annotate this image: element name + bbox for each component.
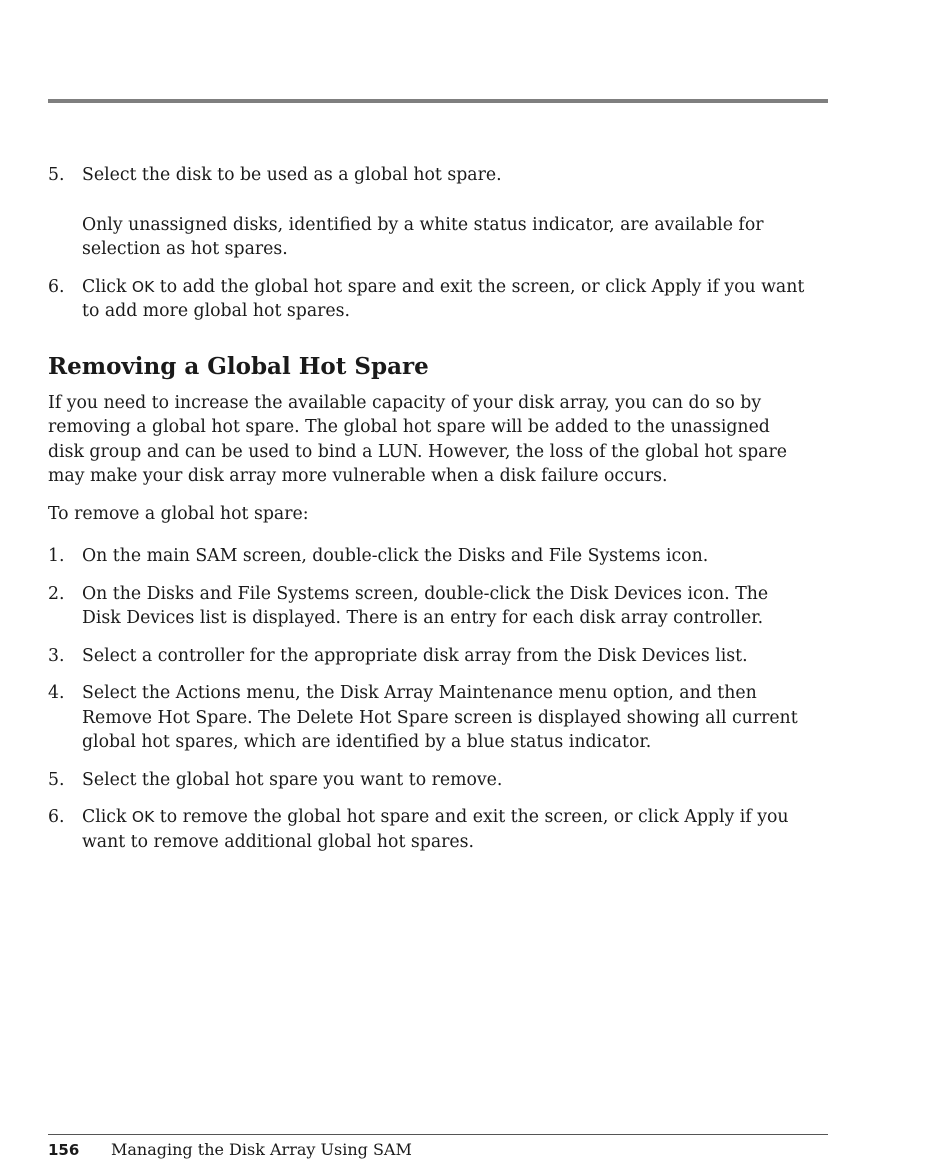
footer-rule: [48, 1134, 828, 1135]
list-item: [48, 163, 808, 188]
page-number: 156: [48, 1141, 80, 1159]
lead-paragraph: To remove a global hot spare:: [48, 503, 309, 524]
item-number: 6 .: [48, 805, 65, 830]
list-item: [48, 768, 808, 793]
item-text: Select a controller for the appropriate disk array from the Disk Devices list.: [82, 645, 748, 666]
item-number: 5 .: [48, 163, 65, 188]
header-rule: [48, 99, 828, 103]
item-text: On the main SAM screen, double-click the Disks and File Systems icon.: [82, 546, 709, 566]
item-text: On the Disks and File Systems screen, double-click the Disk Devices icon. The Disk Devices list is displayed. There is an entry for each disk array controller.: [82, 583, 769, 628]
item-number: 3 .: [48, 644, 65, 669]
list-item: [48, 805, 808, 854]
item-number: 5 .: [48, 768, 65, 793]
item-text: Select the global hot spare you want to remove.: [82, 769, 503, 790]
footer-title: Managing the Disk Array Using SAM: [111, 1140, 412, 1159]
section-heading: Removing a Global Hot Spare: [48, 352, 429, 380]
intro-paragraph: If you need to increase the available capacity of your disk array, you can do so by removing a global hot spare. The global hot spare will be added to the unassigned disk group and can be used to bind a LUN. However, the loss of the global hot spare may make your disk array more vulnerable when a disk failure occurs.: [48, 392, 787, 486]
item-number: 6 .: [48, 275, 65, 300]
item-text: Select the Actions menu, the Disk Array Maintenance menu option, and then Remove Hot Spare. The Delete Hot Spare screen is displayed showing all current global hot spares, which are identified by a blue status indicator.: [82, 683, 798, 752]
item-number: 2 .: [48, 582, 65, 607]
item-number: 1 .: [48, 544, 65, 569]
item-text: Select the disk to be used as a global hot spare.: [82, 165, 502, 185]
item-number: 4 .: [48, 681, 65, 706]
list-item: [48, 644, 808, 669]
ok-label: OK: [131, 808, 155, 826]
list-item: [48, 582, 808, 631]
item-text: Click OK to add the global hot spare and exit the screen, or click Apply if you want to add more global hot spares.: [82, 276, 805, 321]
list-item: [48, 681, 808, 755]
list-item: [48, 275, 808, 324]
item-note: Only unassigned disks, identified by a white status indicator, are available for selection as hot spares.: [82, 214, 764, 259]
page-footer: [48, 1140, 412, 1160]
page-content: [48, 163, 808, 854]
item-text: Click OK to remove the global hot spare and exit the screen, or click Apply if you want to remove additional global hot spares.: [82, 807, 789, 852]
ok-label: OK: [131, 277, 155, 296]
list-item: [48, 544, 808, 569]
